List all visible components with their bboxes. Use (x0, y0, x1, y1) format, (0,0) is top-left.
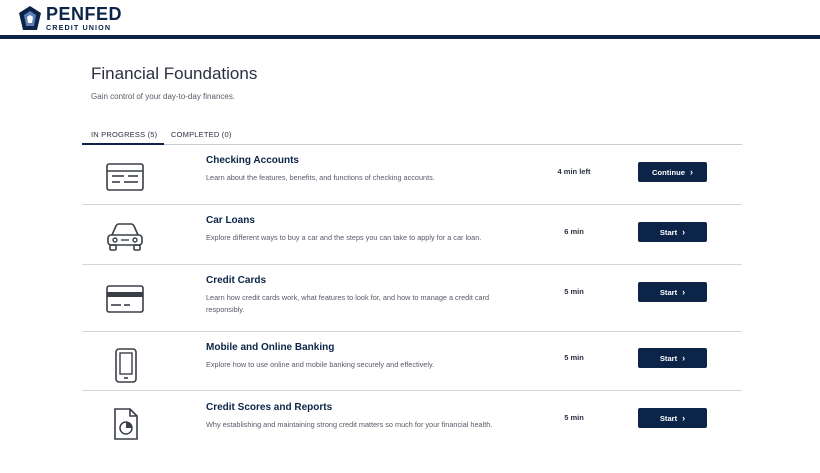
chevron-right-icon: › (682, 286, 686, 297)
button-label: Start (659, 227, 678, 237)
course-duration: 5 min (564, 353, 584, 362)
tab-in-progress[interactable]: IN PROGRESS (5) (91, 130, 158, 139)
start-button[interactable] (638, 408, 707, 428)
course-duration: 5 min (564, 287, 584, 296)
course-row-checking-accounts (82, 145, 742, 205)
checking-account-icon (106, 163, 144, 191)
course-row-car-loans (82, 205, 742, 265)
course-row-credit-scores (82, 391, 742, 451)
button-label: Start (659, 413, 678, 423)
page-title: Financial Foundations (91, 64, 258, 83)
credit-card-icon (106, 285, 144, 313)
course-title: Car Loans (206, 215, 255, 226)
button-label: Start (659, 353, 678, 363)
course-description: Why establishing and maintaining strong credit matters so much for your financial health. (206, 420, 493, 429)
course-row-credit-cards (82, 265, 742, 332)
course-duration: 5 min (564, 413, 584, 422)
button-label: Start (659, 287, 678, 297)
mobile-phone-icon (115, 348, 137, 383)
course-title: Mobile and Online Banking (206, 342, 335, 353)
course-duration: 4 min left (557, 167, 591, 176)
course-title: Checking Accounts (206, 155, 299, 166)
page-subtitle: Gain control of your day-to-day finances. (91, 92, 236, 101)
header-divider-bar (0, 35, 820, 39)
penfed-logo-mark-icon (18, 5, 42, 31)
logo-subtitle: CREDIT UNION (46, 22, 112, 32)
course-description: Explore how to use online and mobile banking securely and effectively. (206, 360, 435, 369)
tab-completed[interactable]: COMPLETED (0) (171, 130, 232, 139)
continue-button[interactable] (638, 162, 707, 182)
chevron-right-icon: › (682, 226, 686, 237)
site-header (0, 0, 820, 35)
course-duration: 6 min (564, 227, 584, 236)
button-label: Continue (652, 167, 685, 177)
start-button[interactable] (638, 282, 707, 302)
chevron-right-icon: › (689, 166, 693, 177)
course-description: Learn about the features, benefits, and functions of checking accounts. (206, 173, 435, 182)
penfed-logo[interactable] (18, 4, 122, 32)
course-tabs (82, 127, 742, 145)
course-row-mobile-banking (82, 332, 742, 391)
logo-name: PENFED (46, 3, 123, 24)
credit-report-icon (113, 407, 139, 441)
car-icon (106, 222, 144, 252)
course-title: Credit Cards (206, 275, 267, 286)
course-title: Credit Scores and Reports (206, 402, 333, 413)
chevron-right-icon: › (682, 412, 686, 423)
course-description: Learn how credit cards work, what features to look for, and how to manage a credit card responsibly. (206, 293, 490, 314)
start-button[interactable] (638, 348, 707, 368)
course-description: Explore different ways to buy a car and the steps you can take to apply for a car loan. (206, 233, 482, 242)
start-button[interactable] (638, 222, 707, 242)
chevron-right-icon: › (682, 352, 686, 363)
